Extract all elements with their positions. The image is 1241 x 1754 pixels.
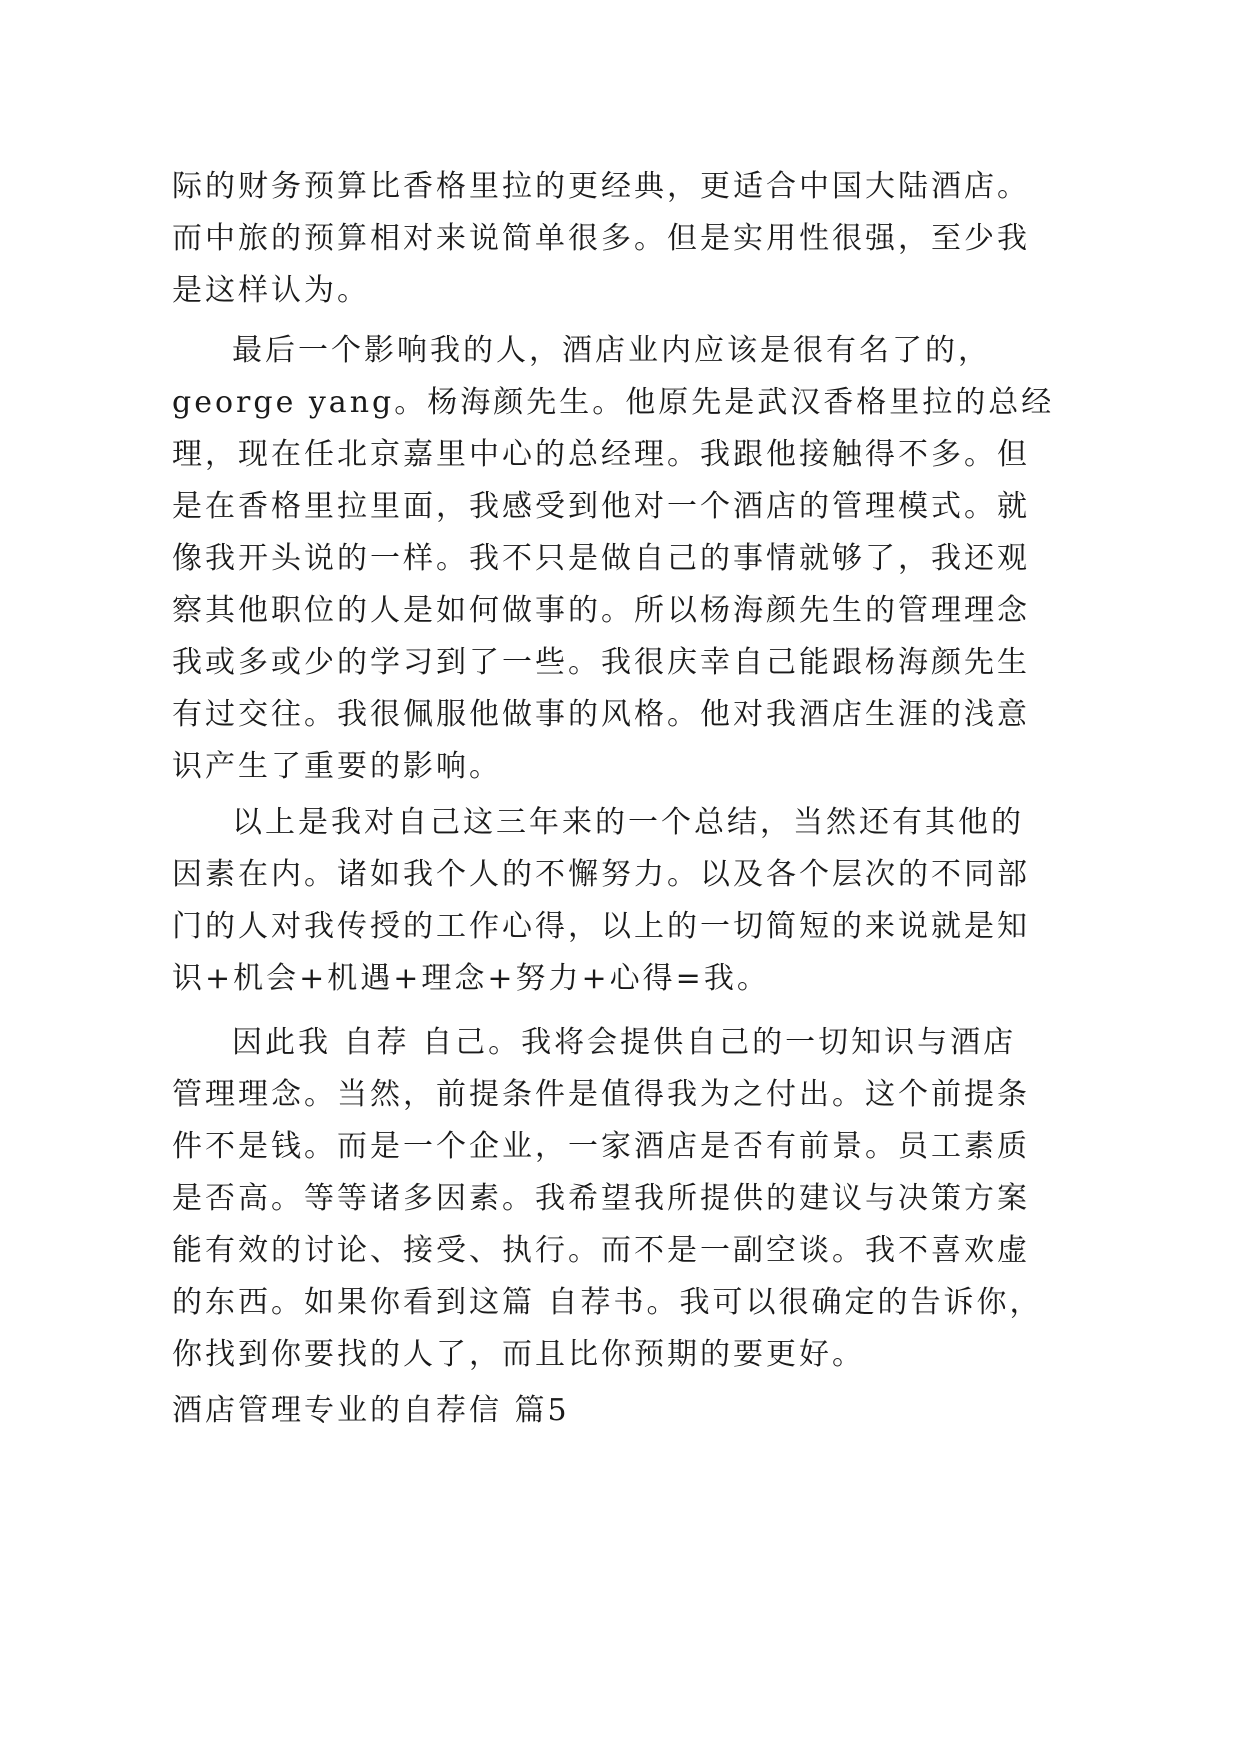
text-line: 有过交往。我很佩服他做事的风格。他对我酒店生涯的浅意 xyxy=(172,697,1030,732)
text-line: 你找到你要找的人了，而且比你预期的要更好。 xyxy=(172,1337,865,1372)
text-line: 识产生了重要的影响。 xyxy=(172,749,502,784)
text-line: 能有效的讨论、接受、执行。而不是一副空谈。我不喜欢虚 xyxy=(172,1233,1030,1268)
text-line: 而中旅的预算相对来说简单很多。但是实用性很强，至少我 xyxy=(172,221,1030,256)
text-line: 是在香格里拉里面，我感受到他对一个酒店的管理模式。就 xyxy=(172,489,1030,524)
paragraph-first-line: 因此我 自荐 自己。我将会提供自己的一切知识与酒店 xyxy=(232,1025,1017,1060)
text-line: 件不是钱。而是一个企业，一家酒店是否有前景。员工素质 xyxy=(172,1129,1030,1164)
text-line: george yang。杨海颜先生。他原先是武汉香格里拉的总经 xyxy=(172,385,1055,420)
text-line: 的东西。如果你看到这篇 自荐书。我可以很确定的告诉你， xyxy=(172,1285,1043,1320)
paragraph-first-line: 最后一个影响我的人，酒店业内应该是很有名了的， xyxy=(232,333,991,368)
text-line: 察其他职位的人是如何做事的。所以杨海颜先生的管理理念 xyxy=(172,593,1030,628)
section-heading: 酒店管理专业的自荐信 篇5 xyxy=(172,1393,570,1428)
text-line: 因素在内。诸如我个人的不懈努力。以及各个层次的不同部 xyxy=(172,857,1030,892)
paragraph-first-line: 以上是我对自己这三年来的一个总结，当然还有其他的 xyxy=(232,805,1024,840)
text-line: 管理理念。当然，前提条件是值得我为之付出。这个前提条 xyxy=(172,1077,1030,1112)
text-line: 门的人对我传授的工作心得，以上的一切简短的来说就是知 xyxy=(172,909,1030,944)
text-line: 是这样认为。 xyxy=(172,273,370,308)
text-line: 像我开头说的一样。我不只是做自己的事情就够了，我还观 xyxy=(172,541,1030,576)
text-line: 识+机会+机遇+理念+努力+心得=我。 xyxy=(172,961,770,996)
text-line: 际的财务预算比香格里拉的更经典，更适合中国大陆酒店。 xyxy=(172,169,1030,204)
text-line: 是否高。等等诸多因素。我希望我所提供的建议与决策方案 xyxy=(172,1181,1030,1216)
text-line: 我或多或少的学习到了一些。我很庆幸自己能跟杨海颜先生 xyxy=(172,645,1030,680)
text-line: 理，现在任北京嘉里中心的总经理。我跟他接触得不多。但 xyxy=(172,437,1030,472)
